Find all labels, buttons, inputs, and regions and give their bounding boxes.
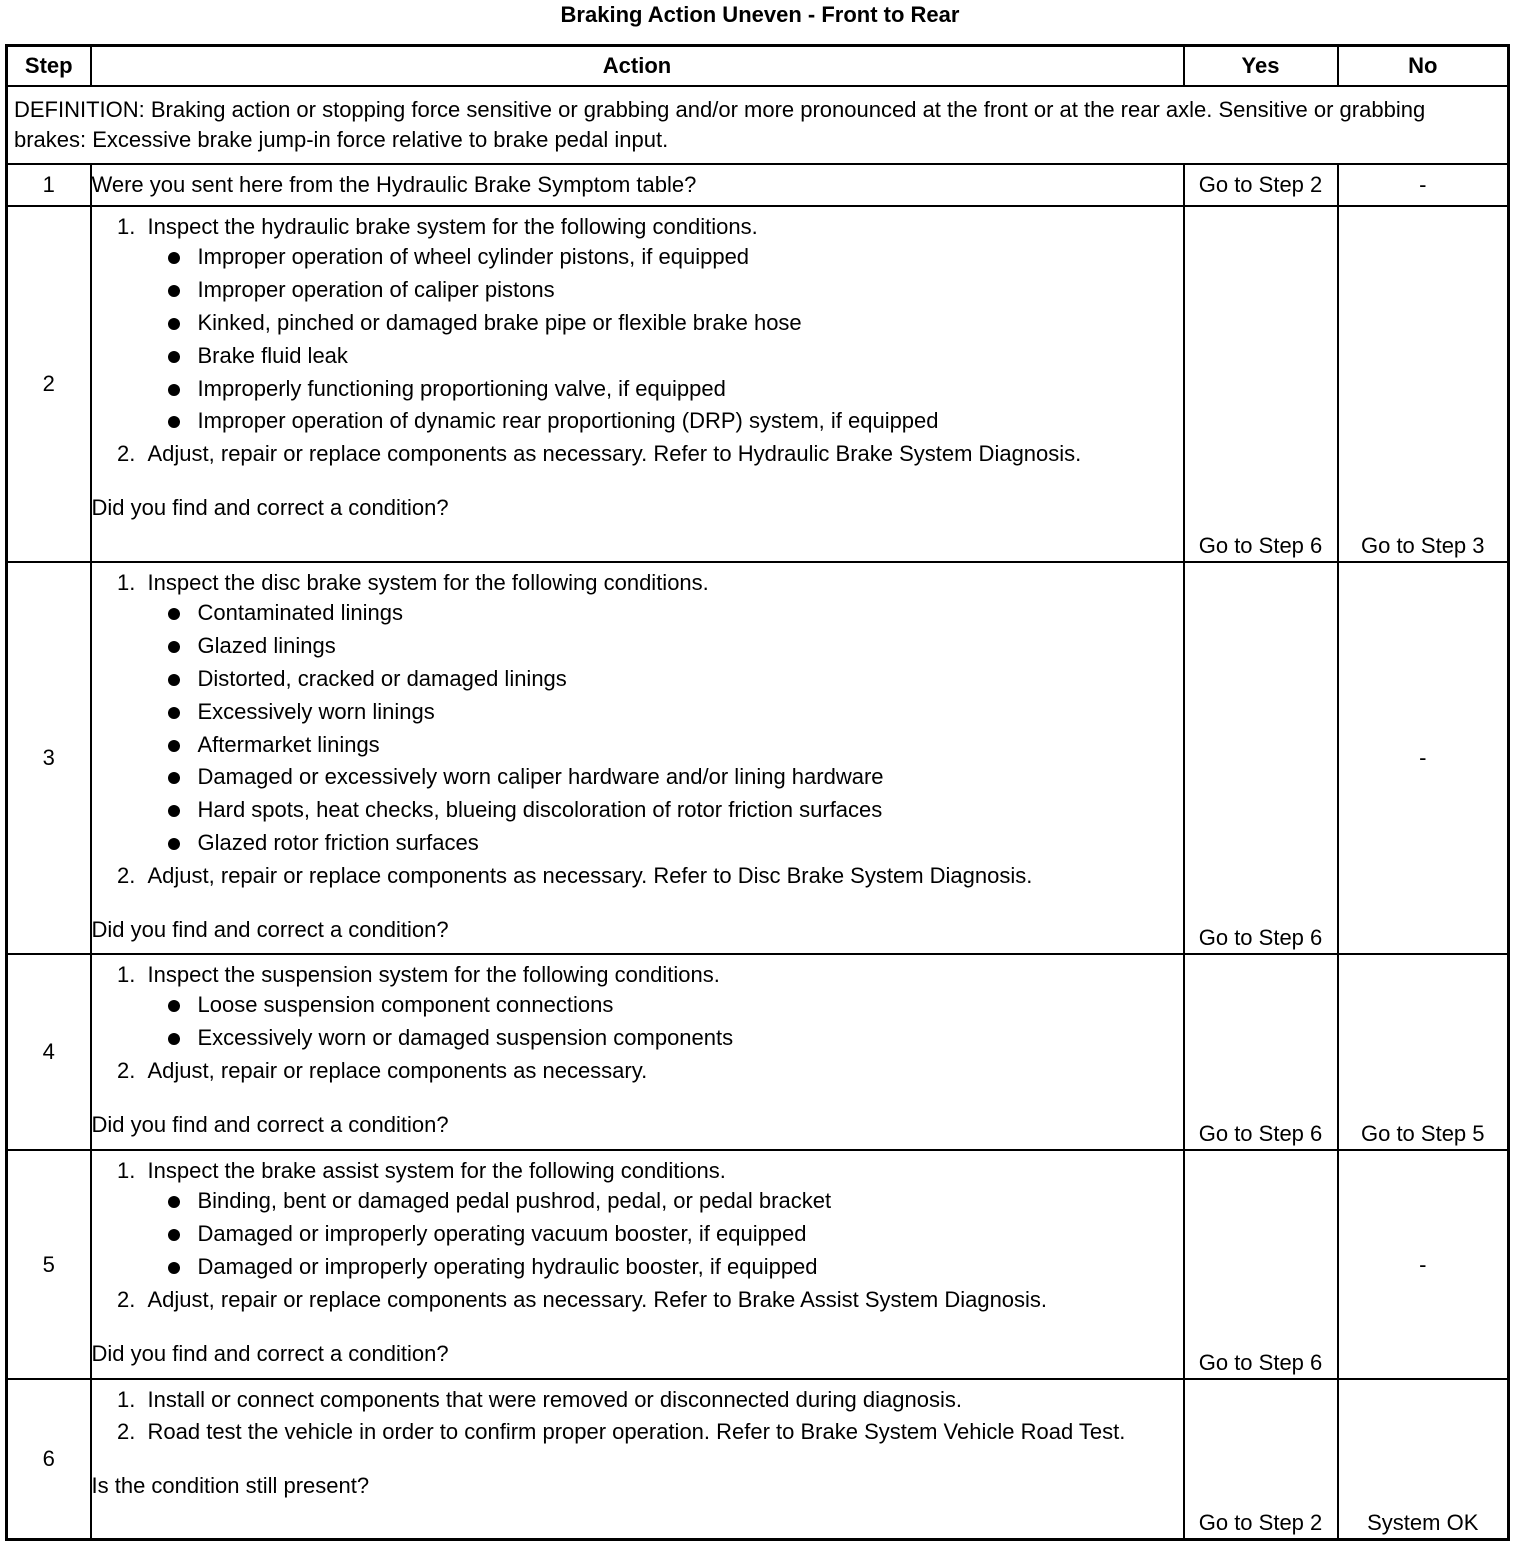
- bullet-icon: [168, 252, 180, 264]
- action-step-item: [142, 212, 1183, 436]
- condition-item: [168, 730, 1183, 760]
- action-cell: [91, 1379, 1184, 1540]
- action-step-text: Adjust, repair or replace components as necessary.: [147, 1057, 648, 1083]
- action-step-text: Adjust, repair or replace components as necessary. Refer to Hydraulic Brake System Diagnosis.: [147, 441, 1082, 467]
- definition-text: DEFINITION: Braking action or stopping force sensitive or grabbing and/or more pronounced at the front or at the rear axle. Sensitive or grabbing brakes: Excessive brake jump-in force relative to brake pedal input.: [7, 86, 1509, 164]
- step-number: 1: [7, 164, 91, 206]
- condition-item: [168, 242, 1183, 272]
- question-text: Did you find and correct a condition?: [91, 495, 449, 521]
- condition-item: [168, 374, 1183, 404]
- action-step-item: [142, 1385, 1183, 1415]
- action-steps: [92, 563, 1183, 891]
- action-step-item: [142, 1156, 1183, 1282]
- condition-item: [168, 598, 1183, 628]
- action-steps: [92, 955, 1183, 1086]
- action-step-item: [142, 1285, 1183, 1315]
- action-step-text: Install or connect components that were removed or disconnected during diagnosis.: [147, 1387, 962, 1412]
- question-text: Is the condition still present?: [91, 1472, 370, 1498]
- condition-text: Damaged or improperly operating hydraulic booster, if equipped: [197, 1253, 818, 1279]
- action-step-text: Inspect the hydraulic brake system for the following conditions.: [147, 214, 758, 239]
- bullet-icon: [168, 1000, 180, 1012]
- condition-text: Contaminated linings: [197, 599, 403, 625]
- condition-text: Aftermarket linings: [197, 731, 380, 757]
- bullet-icon: [168, 285, 180, 297]
- header-step: Step: [7, 46, 91, 87]
- condition-text: Glazed rotor friction surfaces: [197, 830, 479, 856]
- action-cell: [91, 954, 1184, 1150]
- step-number: 3: [7, 562, 91, 954]
- action-cell: [91, 206, 1184, 562]
- condition-item: [168, 631, 1183, 661]
- no-result: Go to Step 3: [1338, 206, 1509, 562]
- bullet-icon: [168, 1262, 180, 1274]
- header-no: No: [1338, 46, 1509, 87]
- yes-result: Go to Step 6: [1184, 1150, 1338, 1379]
- action-step-text: Inspect the suspension system for the following conditions.: [147, 962, 720, 987]
- condition-item: [168, 341, 1183, 371]
- condition-item: [168, 795, 1183, 825]
- condition-list: [148, 242, 1183, 436]
- no-result: System OK: [1338, 1379, 1509, 1540]
- question-text: Did you find and correct a condition?: [91, 917, 449, 943]
- action-cell: [91, 1150, 1184, 1379]
- condition-text: Hard spots, heat checks, blueing discoloration of rotor friction surfaces: [197, 797, 883, 823]
- table-header-row: [7, 46, 1509, 87]
- bullet-icon: [168, 416, 180, 428]
- condition-text: Improperly functioning proportioning valve, if equipped: [197, 375, 726, 401]
- no-result: -: [1338, 164, 1509, 206]
- yes-result: Go to Step 6: [1184, 954, 1338, 1150]
- bullet-icon: [168, 1196, 180, 1208]
- action-step-text: Inspect the brake assist system for the following conditions.: [147, 1158, 726, 1183]
- condition-item: [168, 762, 1183, 792]
- condition-text: Loose suspension component connections: [197, 991, 614, 1017]
- condition-text: Damaged or improperly operating vacuum booster, if equipped: [197, 1220, 807, 1246]
- bullet-icon: [168, 384, 180, 396]
- condition-text: Binding, bent or damaged pedal pushrod, pedal, or pedal bracket: [197, 1187, 832, 1213]
- action-step-item: [142, 960, 1183, 1053]
- diagnostic-table: [5, 44, 1510, 1541]
- header-action: Action: [91, 46, 1184, 87]
- header-yes: Yes: [1184, 46, 1338, 87]
- bullet-icon: [168, 707, 180, 719]
- bullet-icon: [168, 772, 180, 784]
- condition-text: Excessively worn or damaged suspension components: [197, 1024, 734, 1050]
- condition-item: [168, 1186, 1183, 1216]
- condition-item: [168, 828, 1183, 858]
- no-result: -: [1338, 562, 1509, 954]
- bullet-icon: [168, 838, 180, 850]
- action-step-text: Road test the vehicle in order to confirm proper operation. Refer to Brake System Vehicle Road Test.: [147, 1418, 1126, 1444]
- bullet-icon: [168, 740, 180, 752]
- action-step-text: Adjust, repair or replace components as necessary. Refer to Brake Assist System Diagnosis.: [147, 1286, 1048, 1312]
- question-text: Did you find and correct a condition?: [91, 1111, 449, 1137]
- condition-item: [168, 1219, 1183, 1249]
- bullet-icon: [168, 1229, 180, 1241]
- table-row: [7, 954, 1509, 1150]
- action-text: Were you sent here from the Hydraulic Brake Symptom table?: [91, 164, 1184, 206]
- condition-text: Improper operation of caliper pistons: [197, 276, 555, 302]
- step-number: 2: [7, 206, 91, 562]
- action-step-item: [142, 568, 1183, 858]
- table-row: [7, 206, 1509, 562]
- action-step-text: Adjust, repair or replace components as necessary. Refer to Disc Brake System Diagnosis.: [147, 863, 1033, 889]
- bullet-icon: [168, 1033, 180, 1045]
- no-result: Go to Step 5: [1338, 954, 1509, 1150]
- action-step-item: [142, 1417, 1183, 1447]
- condition-text: Excessively worn linings: [197, 698, 435, 724]
- document-title: Braking Action Uneven - Front to Rear: [560, 2, 960, 27]
- condition-item: [168, 275, 1183, 305]
- condition-item: [168, 1023, 1183, 1053]
- condition-text: Kinked, pinched or damaged brake pipe or flexible brake hose: [197, 309, 802, 335]
- condition-item: [168, 664, 1183, 694]
- table-row: [7, 1150, 1509, 1379]
- action-step-item: [142, 439, 1183, 469]
- action-steps: [92, 1151, 1183, 1315]
- step-number: 5: [7, 1150, 91, 1379]
- yes-result: Go to Step 6: [1184, 562, 1338, 954]
- condition-list: [148, 990, 1183, 1053]
- action-step-item: [142, 861, 1183, 891]
- condition-text: Brake fluid leak: [197, 342, 348, 368]
- condition-text: Improper operation of dynamic rear proportioning (DRP) system, if equipped: [197, 408, 939, 434]
- table-row: [7, 164, 1509, 206]
- action-step-text: Inspect the disc brake system for the following conditions.: [147, 570, 709, 595]
- bullet-icon: [168, 674, 180, 686]
- condition-item: [168, 406, 1183, 436]
- action-step-item: [142, 1056, 1183, 1086]
- action-steps: [92, 207, 1183, 469]
- bullet-icon: [168, 608, 180, 620]
- step-number: 4: [7, 954, 91, 1150]
- table-row: [7, 562, 1509, 954]
- no-result: -: [1338, 1150, 1509, 1379]
- table-row: [7, 1379, 1509, 1540]
- action-cell: [91, 562, 1184, 954]
- condition-list: [148, 1186, 1183, 1282]
- condition-item: [168, 697, 1183, 727]
- condition-item: [168, 990, 1183, 1020]
- bullet-icon: [168, 351, 180, 363]
- yes-result: Go to Step 6: [1184, 206, 1338, 562]
- bullet-icon: [168, 318, 180, 330]
- condition-text: Glazed linings: [197, 632, 336, 658]
- condition-text: Damaged or excessively worn caliper hardware and/or lining hardware: [197, 764, 884, 790]
- action-steps: [92, 1380, 1183, 1447]
- yes-result: Go to Step 2: [1184, 164, 1338, 206]
- condition-text: Improper operation of wheel cylinder pistons, if equipped: [197, 243, 750, 269]
- step-number: 6: [7, 1379, 91, 1540]
- question-text: Did you find and correct a condition?: [91, 1340, 449, 1366]
- bullet-icon: [168, 641, 180, 653]
- condition-item: [168, 308, 1183, 338]
- bullet-icon: [168, 805, 180, 817]
- definition-row: [7, 86, 1509, 164]
- condition-text: Distorted, cracked or damaged linings: [197, 665, 567, 691]
- condition-list: [148, 598, 1183, 858]
- condition-item: [168, 1252, 1183, 1282]
- yes-result: Go to Step 2: [1184, 1379, 1338, 1540]
